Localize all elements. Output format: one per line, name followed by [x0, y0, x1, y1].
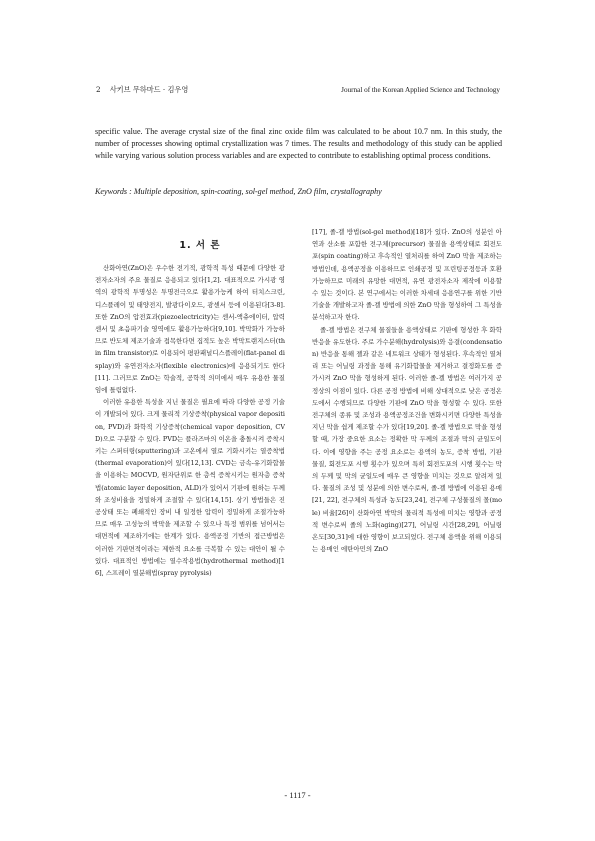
header-page-number: 2 [96, 85, 101, 94]
paragraph: 졸-겔 방법은 전구체 물질들을 용액상태로 기판에 형성한 후 화학반응을 유도한다. 주로 가수분해(hydrolysis)와 응결(condensation) 반응을 통해 젤과 같은 네트워크 상태가 형성된다. 후속적인 열처리 또는 어닐링 과정을 통해 유기화합물을 제거하고 결정화도를 증가시켜 ZnO 막을 형성하게 된다. 이러한 졸-겔 방법은 여러가지 공정상의 이점이 있다. 다른 공정 방법에 비해 상대적으로 낮은 공정온도에서 수행되므로 다양한 기판에 ZnO 막을 형성할 수 있다. 또한 전구체의 종류 및 조성과 용액공정조건을 변화시키면 다양한 특성을 지닌 막을 쉽게 제조할 수가 있다[19,20]. 졸-겔 방법으로 막을 형성할 때, 가장 중요한 요소는 정확한 막 두께의 조절과 막의 균일도이다. 이에 영향을 주는 공정 요소로는 용액의 농도, 증착 방법, 기판 물질, 회전도포 시행 횟수가 있으며 특히 회전도포의 시행 횟수는 막의 두께 및 막의 균일도에 매우 큰 영향을 미치는 것으로 알려져 있다. 물질의 조성 및 성분에 의한 변수로써, 졸-겔 방법에 이용된 용매[21, 22], 전구체의 특성과 농도[23,24], 전구체 구성물질의 몰(mole) 비율[26]이 산화아연 박막의 물리적 특성에 미치는 영향과 공정적 변수로써 졸의 노화(aging)[27], 어닐링 시간[28,29], 어닐링 온도[30,31]에 대한 영향이 보고되었다. 전구체 용액을 위해 이용되는 용매인 에탄아민의 ZnO [312, 325, 502, 554]
abstract-text: specific value. The average crystal size of the final zinc oxide film was calculated to be about 10.7 nm. In this study, the number of processes showing optimal crystallization was 7 times. The results and methodology of this study can be applied while varying various solution process variables and are expected to contribute to establishing optimal process conditions. [95, 127, 502, 161]
left-column [95, 262, 285, 769]
header-left [96, 84, 188, 96]
paragraph: [17], 졸-겔 방법(sol-gel method)[18]가 있다. ZnO의 성분인 아연과 산소를 포함한 전구체(precursor) 물질을 용액상태로 회전도포(spin coating)하고 후속적인 열처리를 하여 ZnO 막을 제조하는 방법인데, 용액공정을 이용하므로 인쇄공정 및 프린팅공정등과 호환가능하므로 미래의 유망한 대면적, 유연 광전자소자 제작에 이용할 수 있는 것이다. 본 연구에서는 이러한 차세대 응용연구를 위한 기반기술을 개발하고자 졸-겔 방법에 의한 ZnO 막을 형성하여 그 특성을 분석하고자 한다. [312, 228, 502, 322]
paragraph: 산화아연(ZnO)은 우수한 전기적, 광학적 특성 때문에 다양한 광전자소자의 주요 물질로 응용되고 있다[1,2]. 대표적으로 가시광 영역의 광학적 투명성은 투명전극으로 활용가능케 하여 터치스크린, 디스플레이 및 태양전지, 발광다이오드, 광센서 등에 이용된다[3-8]. 또한 ZnO의 압전효과(piezoelectricity)는 센서-액츄에이터, 압력센서 및 초음파기술 영역에도 활용가능하다[9,10]. 박막화가 가능하므로 반도체 제조기술과 접목한다면 집적도 높은 박막트랜지스터(thin film transistor)로 이용되어 평판패널디스플레이(flat-panel display)와 유연전자소자(flexible electronics)에 응용되기도 한다[11]. 그러므로 ZnO는 학술적, 공학적 의미에서 매우 유용한 물질임에 틀림없다. [95, 264, 285, 395]
page-footer-number: - 1117 - [284, 790, 311, 800]
keywords: Keywords : Multiple deposition, spin-coating, sol-gel method, ZnO film, crystallography [95, 187, 382, 196]
section-title: 1. 서 론 [179, 240, 221, 251]
right-column [312, 226, 502, 769]
header-authors: 사키브 무하마드 · 김우영 [109, 85, 189, 94]
running-header [96, 84, 500, 96]
paragraph: 이러한 유용한 특성을 지닌 물질은 필요에 따라 다양한 공정 기술이 개발되어 있다. 크게 물리적 기상증착(physical vapor deposition, PVD)과 화학적 기상증착(chemical vapor deposition, CVD)으로 구분할 수 있다. PVD는 플라즈마의 이온을 충돌시켜 증착시키는 스퍼터링(sputtering)과 고온에서 열로 기화시키는 열증착법(thermal evaporation)이 있다[12,13]. CVD는 금속-유기화합물을 이용하는 MOCVD, 원자단위로 한 층씩 증착시키는 원자층 증착법(atomic layer deposition, ALD)가 있어서 기판에 원하는 두께와 조성비율을 정밀하게 조절할 수 있다[14,15]. 상기 방법들은 진공상태 또는 폐쇄적인 장비 내 일정한 압력이 정밀하게 조절가능하므로 매우 고성능의 박막을 제조할 수 있으나 특정 범위를 넘어서는 대면적에 제조하기에는 한계가 있다. 용액공정 기반의 접근방법은 이러한 기판면적이라는 제한적 요소를 극복할 수 있는 대안이 될 수 있다. 대표적인 방법에는 열수작용법(hydrothermal method)[16], 스프레이 열분해법(spray pyrolysis) [95, 398, 285, 578]
header-journal-name: Journal of the Korean Applied Science and Technology [341, 86, 500, 94]
